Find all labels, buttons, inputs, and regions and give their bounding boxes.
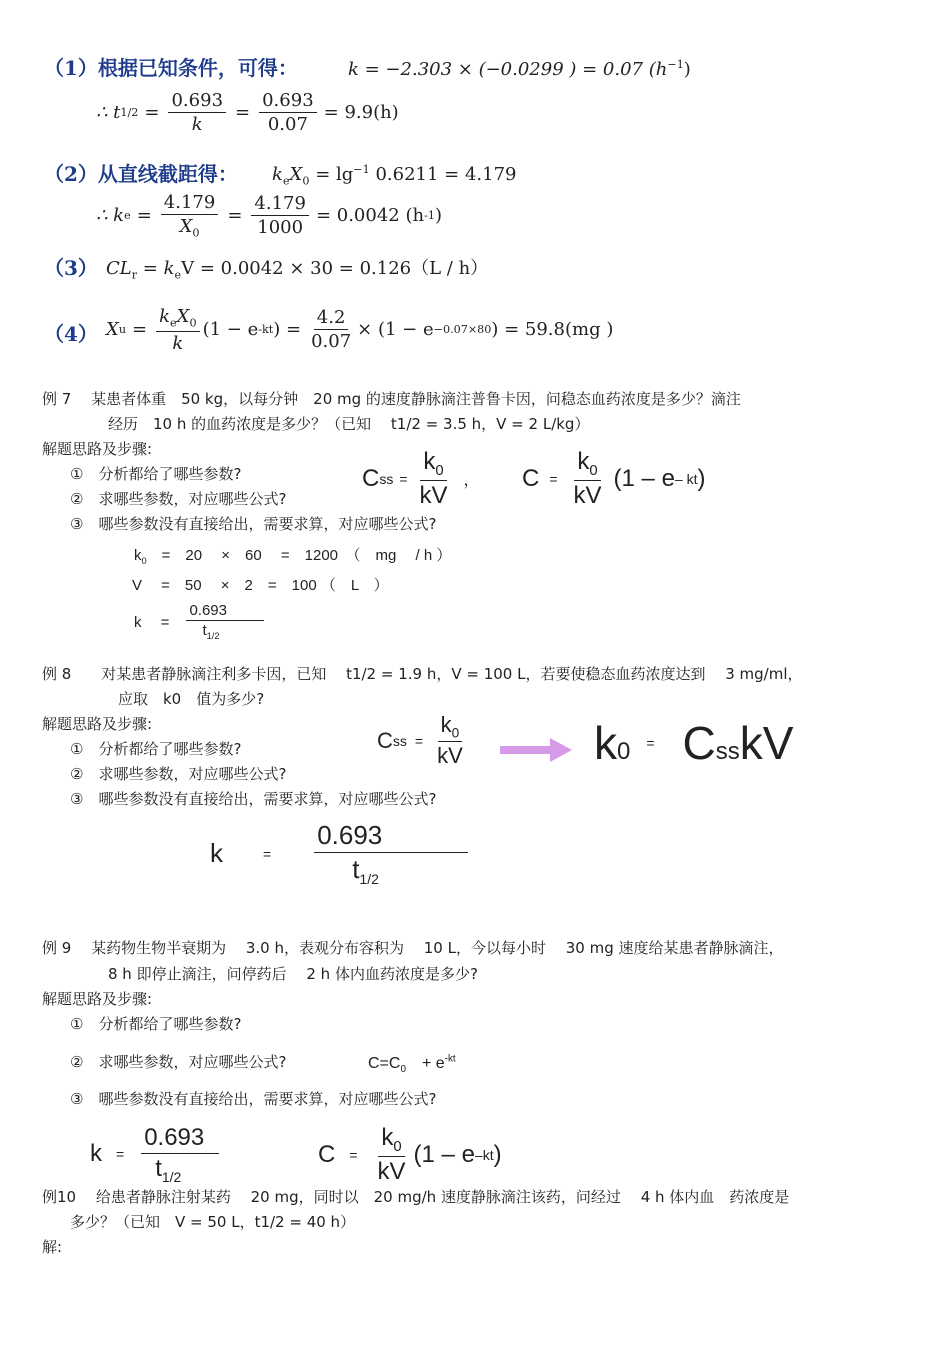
ex10-answer-label: 解: bbox=[42, 1238, 63, 1256]
step-1-label: （1）根据已知条件，可得： bbox=[44, 56, 298, 80]
step-3-formula: $CL_r = k_eV = 0.0042 \times 30 = 0.126(L / h)$ bbox=[106, 258, 489, 282]
ex8-step-2: ② 求哪些参数，对应哪些公式? bbox=[70, 765, 287, 783]
arrow-right-icon bbox=[500, 738, 572, 762]
step-2-label: （2）从直线截距得： bbox=[44, 162, 238, 186]
ex9-steps-label: 解题思路及步骤: bbox=[42, 990, 153, 1008]
ex9-title-line2: 8 h 即停止滴注，问停药后 2 h 体内血药浓度是多少? bbox=[108, 965, 478, 983]
ex9-step-3: ③ 哪些参数没有直接给出，需要求算，对应哪些公式? bbox=[70, 1090, 437, 1108]
half-life-formula: ∴ t 1/2 = $\frac{0.693}{k}$ = $\frac{0.693}{0.07}$ = 9.9(h) bbox=[96, 90, 399, 135]
step-2-formula: $k_eX_0 = \lg^{-1} 0.6211 = 4.179$ bbox=[272, 163, 517, 188]
step-4-formula: X u = $\frac{k_eX_0}{k}$ (1 − e -kt ) = $\frac{4.2}{0.07}$ × (1 − e −0.07×80 ) = 59.8(mg ) bbox=[106, 306, 614, 354]
ex9-title: 例 9 某药物生物半衰期为 3.0 h，表观分布容积为 10 L，今以每小时 30 mg 速度给某患者静脉滴注， bbox=[42, 939, 784, 957]
ex9-step-2: ② 求哪些参数，对应哪些公式? bbox=[70, 1053, 287, 1071]
ex8-k0-big-formula: k 0 = C ss kV bbox=[594, 717, 794, 769]
ex7-v-calc: V = 50 × 2 = 100 （ L ） bbox=[132, 577, 389, 594]
ex7-k0-calc: $k_0$ = 20 × 60 = 1200 （ mg / h ） bbox=[134, 547, 452, 566]
ex10-title: 例10 给患者静脉注射某药 20 mg，同时以 20 mg/h 速度静脉滴注该药，问经过 4 h 体内血 药浓度是 bbox=[42, 1188, 790, 1206]
ex7-css-formula: C ss = $\frac{k_0}{kV}$ ， bbox=[362, 448, 480, 509]
ex7-step-3: ③ 哪些参数没有直接给出，需要求算，对应哪些公式? bbox=[70, 515, 437, 533]
ex8-css-formula: C ss = $\frac{k_0}{kV}$ bbox=[377, 712, 463, 769]
ex7-step-1: ① 分析都给了哪些参数? bbox=[70, 465, 242, 483]
ex7-k-formula: k = $\frac{0.693}{t_{1/2}}$ bbox=[134, 602, 267, 641]
ke-formula: ∴ k e = $\frac{4.179}{X_0}$ = $\frac{4.179}{1000}$ = 0.0042 (h -1 ) bbox=[96, 192, 442, 240]
ex7-title-line2: 经历 10 h 的血药浓度是多少？（已知 t1/2 = 3.5 h，V = 2 L/kg） bbox=[108, 415, 590, 433]
ex9-step-2-formula: $C=C_0$ + $e^{-kt}$ bbox=[368, 1053, 456, 1076]
ex9-step-1: ① 分析都给了哪些参数? bbox=[70, 1015, 242, 1033]
ex8-title-line2: 应取 k0 值为多少? bbox=[118, 690, 265, 708]
ex8-step-3: ③ 哪些参数没有直接给出，需要求算，对应哪些公式? bbox=[70, 790, 437, 808]
ex7-title: 例 7 某患者体重 50 kg，以每分钟 20 mg 的速度静脉滴注普鲁卡因，问稳态血药浓度是多少？滴注 bbox=[42, 390, 741, 408]
ex7-steps-label: 解题思路及步骤: bbox=[42, 440, 153, 458]
ex8-step-1: ① 分析都给了哪些参数? bbox=[70, 740, 242, 758]
ex10-title-line2: 多少？（已知 V = 50 L，t1/2 = 40 h） bbox=[70, 1213, 356, 1231]
ex8-title: 例 8 对某患者静脉滴注利多卡因，已知 t1/2 = 1.9 h，V = 100 L，若要使稳态血药浓度达到 3 mg/ml， bbox=[42, 665, 803, 683]
ex7-c-formula: C = $\frac{k_0}{kV}$ (1 – e – kt ) bbox=[522, 448, 706, 509]
ex8-k-formula: k = $\frac{0.693}{t_{1/2}}$ bbox=[210, 820, 471, 887]
step-4-label: （4） bbox=[44, 322, 98, 346]
ex7-step-2: ② 求哪些参数，对应哪些公式? bbox=[70, 490, 287, 508]
step-1-formula: k = −2.303 × (−0.0299 ) = 0.07 $(h^{-1})$ bbox=[348, 58, 691, 80]
ex8-steps-label: 解题思路及步骤: bbox=[42, 715, 153, 733]
ex9-c-formula: C = $\frac{k_0}{kV}$ (1 – e –kt ) bbox=[318, 1124, 502, 1185]
ex9-k-formula: k = $\frac{0.693}{t_{1/2}}$ bbox=[90, 1124, 222, 1185]
step-3-label: （3） bbox=[44, 256, 98, 280]
